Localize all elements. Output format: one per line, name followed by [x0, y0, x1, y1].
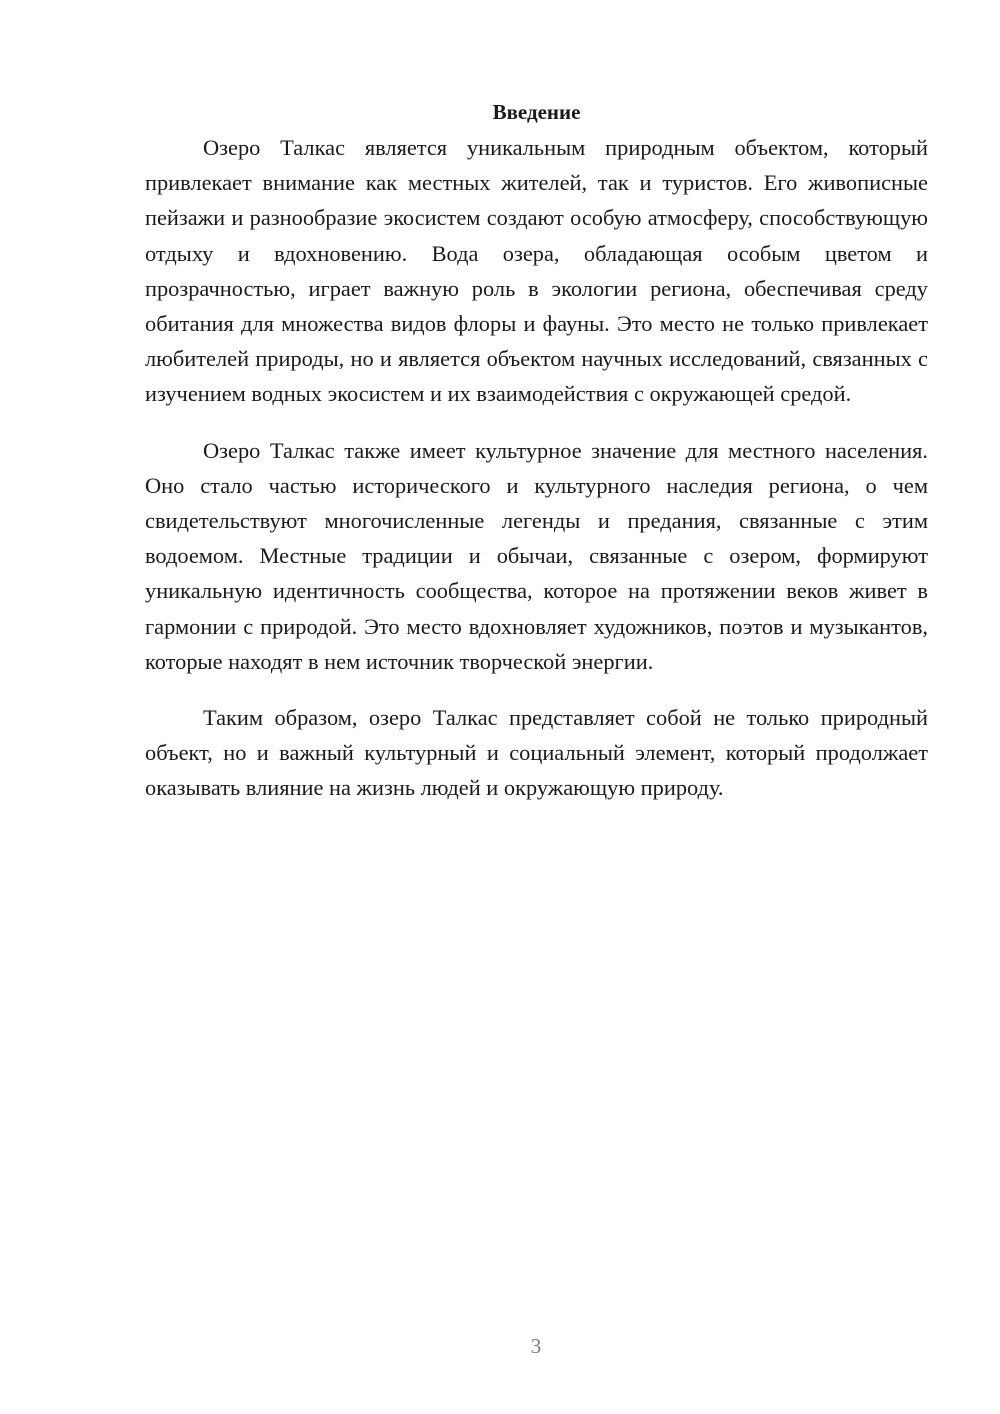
page-number: 3: [530, 1334, 542, 1358]
section-title: Введение: [492, 100, 581, 124]
paragraph-2: Озеро Талкас также имеет культурное значение для местного населения. Оно стало частью исторического и культурного наследия региона, о чем свидетельствуют многочисленные легенды и предания, связанные с этим водоемом. Местные традиции и обычаи, связанные с озером, формируют уникальную идентичность сообщества, которое на протяжении веков живет в гармонии с природой. Это место вдохновляет художников, поэтов и музыкантов, которые находят в нем источник творческой энергии.: [145, 437, 928, 674]
paragraph-1: Озеро Талкас является уникальным природным объектом, который привлекает внимание как местных жителей, так и туристов. Его живописные пейзажи и разнообразие экосистем создают особую атмосферу, способствующую отдыху и вдохновению. Вода озера, обладающая особым цветом и прозрачностью, играет важную роль в экологии региона, обеспечивая среду обитания для множества видов флоры и фауны. Это место не только привлекает любителей природы, но и является объектом научных исследований, связанных с изучением водных экосистем и их взаимодействия с окружающей средой.: [145, 135, 928, 407]
page-content: [145, 95, 928, 827]
paragraph-3: Таким образом, озеро Талкас представляет собой не только природный объект, но и важный культурный и социальный элемент, который продолжает оказывать влияние на жизнь людей и окружающую природу.: [145, 705, 928, 801]
